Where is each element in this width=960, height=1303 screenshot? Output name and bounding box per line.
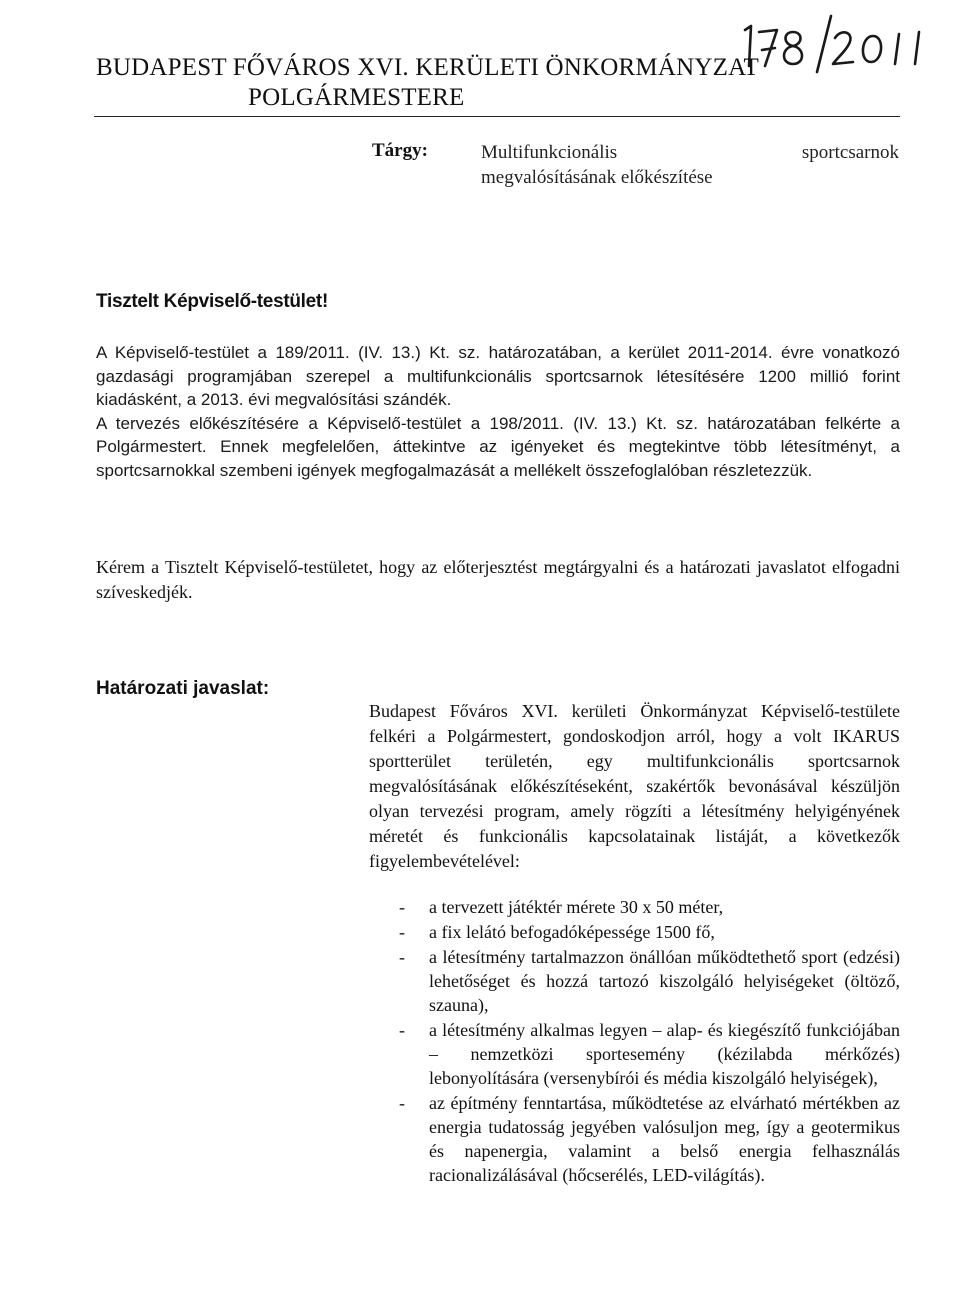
header-office: POLGÁRMESTERE — [248, 84, 465, 111]
proposal-text — [369, 699, 900, 874]
list-item-text: a létesítmény tartalmazzon önállóan működtethető sport (edzési) lehetőséget és hozzá tartozó kiszolgáló helyiségeket (öltöző, szauna), — [429, 947, 900, 1015]
subject-line-1 — [481, 140, 899, 165]
list-bullet: - — [399, 922, 405, 942]
list-item — [369, 920, 900, 944]
salutation: Tisztelt Képviselő-testület! — [96, 291, 328, 312]
header-divider — [94, 116, 900, 117]
list-item — [369, 1091, 900, 1187]
list-item-text: a tervezett játéktér mérete 30 x 50 méter, — [429, 897, 724, 917]
subject-label: Tárgy: — [372, 140, 428, 161]
subject-line-1-right: sportcsarnok — [801, 142, 899, 163]
handwritten-number-drawing — [735, 10, 945, 76]
list-item-text: a létesítmény alkalmas legyen – alap- és kiegészítő funkciójában – nemzetközi sportesemény (kézilabda mérkőzés) lebonyolítására (versenybírói és média kiszolgáló helyiségek), — [429, 1020, 900, 1088]
proposal-paragraph: Budapest Főváros XVI. kerületi Önkormányzat Képviselő-testülete felkéri a Polgármestert, gondoskodjon arról, hogy a volt IKARUS sportterület területén, egy multifunkcionális sportcsarnok megvalósításának előkészítéseként, szakértők bevonásával készüljön olyan tervezési program, amely rögzíti a létesítmény helyigényének méretét és funkcionális kapcsolatainak listáját, a következők figyelembevételével: — [369, 701, 900, 871]
list-item — [369, 1018, 900, 1090]
list-item-text: az építmény fenntartása, működtetése az elvárható mértékben az energia tudatosság jegyében valósuljon meg, így a geotermikus és napenergia, valamint a belső energia felhasználás racionalizálásával (hőcserélés, LED-világítás). — [429, 1093, 900, 1185]
list-bullet: - — [399, 1093, 405, 1113]
proposal-conditions-list — [369, 895, 900, 1188]
body-paragraph-1: A Képviselő-testület a 189/2011. (IV. 13.) Kt. sz. határozatában, a kerület 2011-2014. évre vonatkozó gazdasági programjában szerepel a multifunkcionális sportcsarnok létesítésére 1200 millió forint kiadásként, a 2013. évi megvalósítási szándék. — [96, 343, 900, 409]
list-item — [369, 895, 900, 919]
list-item — [369, 945, 900, 1017]
request-paragraph: Kérem a Tisztelt Képviselő-testületet, hogy az előterjesztést megtárgyalni és a határozati javaslatot elfogadni szíveskedjék. — [96, 557, 900, 602]
body-text — [96, 341, 900, 482]
subject-line-2: megvalósításának előkészítése — [481, 167, 713, 188]
list-bullet: - — [399, 947, 405, 967]
body-paragraph-2: A tervezés előkészítésére a Képviselő-testület a 198/2011. (IV. 13.) Kt. sz. határozatában felkérte a Polgármestert. Ennek megfelelően, áttekintve az igényeket és megtekintve több létesítményt, a sportcsarnokkal szembeni igények megfogalmazását a mellékelt összefoglalóban részletezzük. — [96, 413, 900, 480]
list-bullet: - — [399, 897, 405, 917]
proposal-label: Határozati javaslat: — [96, 678, 270, 699]
header-issuer: BUDAPEST FŐVÁROS XVI. KERÜLETI ÖNKORMÁNYZAT — [96, 54, 760, 81]
subject-text — [481, 140, 899, 190]
list-item-text: a fix lelátó befogadóképessége 1500 fő, — [429, 922, 715, 942]
handwritten-document-number — [735, 10, 945, 76]
list-bullet: - — [399, 1020, 405, 1040]
subject-line-1-left: Multifunkcionális — [481, 142, 618, 163]
